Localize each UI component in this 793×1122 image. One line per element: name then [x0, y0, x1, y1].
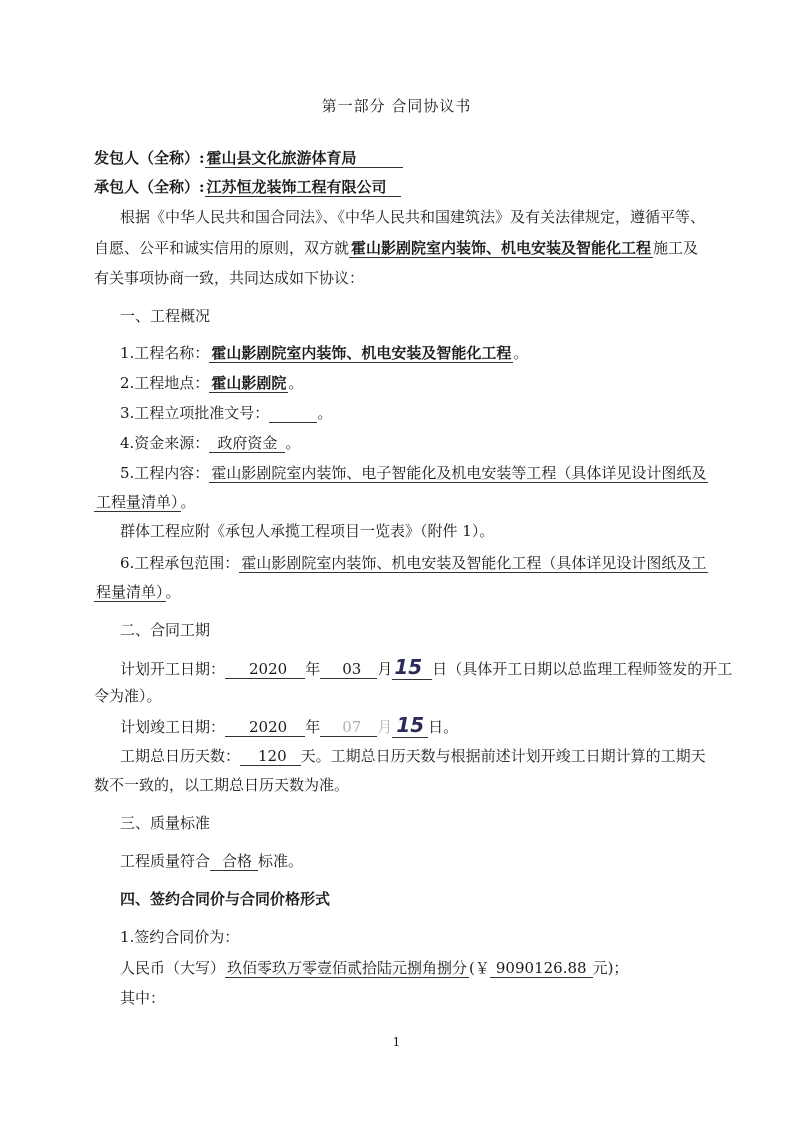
- period: 。: [443, 718, 459, 736]
- contractor-label: 承包人（全称）:: [94, 178, 205, 196]
- intro-text-a: 自愿、公平和诚实信用的原则，双方就: [94, 239, 350, 257]
- year-char: 年: [305, 718, 321, 736]
- item-3-label: 3.工程立项批准文号：: [120, 404, 270, 422]
- price-label: 1.签约合同价为：: [120, 928, 240, 946]
- quality-value: 合格: [210, 852, 258, 871]
- period: 。: [288, 374, 304, 392]
- item-3-blank: [269, 406, 317, 423]
- rmb-words: 玖佰零玖万零壹佰贰拾陆元捌角捌分: [227, 959, 468, 977]
- day-char: 日: [432, 660, 448, 678]
- period: 。: [317, 404, 333, 422]
- total-days-note-1: 天。工期总日历天数与根据前述计划开竣工日期计算的工期天: [300, 747, 706, 765]
- start-note-1: （具体开工日期以总监理工程师签发的开工: [447, 660, 733, 678]
- contractor-name: 江苏恒龙装饰工程有限公司: [205, 178, 401, 197]
- intro-text-b: 施工及: [653, 239, 699, 257]
- employer-label: 发包人（全称）:: [94, 149, 205, 167]
- start-month: 03: [320, 660, 377, 679]
- employer-name: 霍山县文化旅游体育局: [205, 149, 403, 168]
- item-6-label: 6.工程承包范围：: [120, 554, 240, 572]
- item-5-label: 5.工程内容：: [120, 464, 210, 482]
- item-5-cont: [94, 492, 196, 512]
- item-4: [120, 433, 300, 453]
- item-5: [120, 463, 708, 483]
- rmb-number: 9090126.88: [490, 959, 593, 978]
- total-days-label: 工期总日历天数：: [120, 747, 241, 765]
- intro-line-2: [94, 238, 698, 258]
- among-label: 其中：: [120, 989, 166, 1007]
- item-1-label: 1.工程名称：: [120, 344, 210, 362]
- group-note: 群体工程应附《承包人承揽工程项目一览表》（附件 1）。: [120, 522, 495, 540]
- period: 。: [165, 583, 181, 601]
- quality-text-a: 工程质量符合: [120, 852, 211, 870]
- item-2-value: 霍山影剧院: [211, 374, 287, 392]
- item-6: [120, 553, 708, 573]
- start-date-label: 计划开工日期：: [120, 660, 226, 678]
- quality-text-b: 标准。: [258, 852, 304, 870]
- month-char: 月: [377, 718, 393, 736]
- end-date-label: 计划竣工日期：: [120, 718, 226, 736]
- page-number: 1: [392, 1035, 401, 1049]
- total-days-value: 120: [240, 747, 301, 766]
- start-year: 2020: [225, 660, 305, 679]
- section-3-heading: 三、质量标准: [120, 814, 211, 832]
- item-4-label: 4.资金来源：: [120, 434, 210, 452]
- section-1-heading: 一、工程概况: [120, 307, 211, 325]
- item-2-label: 2.工程地点：: [120, 374, 210, 392]
- item-1-value: 霍山影剧院室内装饰、机电安装及智能化工程: [211, 344, 512, 362]
- start-note-cont: 令为准）。: [94, 687, 162, 705]
- rmb-num-prefix: (￥: [469, 959, 490, 977]
- end-day: 15: [392, 713, 428, 738]
- day-char: 日: [428, 718, 444, 736]
- intro-line-3: 有关事项协商一致，共同达成如下协议：: [94, 269, 365, 287]
- year-char: 年: [305, 660, 321, 678]
- item-6-cont: [94, 582, 181, 602]
- quality-line: [120, 851, 303, 871]
- item-3: [120, 403, 332, 423]
- rmb-line: [120, 958, 628, 978]
- intro-project-name: 霍山影剧院室内装饰、机电安装及智能化工程: [351, 239, 652, 257]
- item-5-value-2: 工程量清单）: [96, 493, 179, 511]
- section-2-heading: 二、合同工期: [120, 621, 211, 639]
- item-5-value-1: 霍山影剧院室内装饰、电子智能化及机电安装等工程（具体详见设计图纸及: [211, 464, 707, 482]
- total-days-note-cont: 数不一致的，以工期总日历天数为准。: [94, 776, 350, 794]
- total-days-line: [120, 746, 706, 766]
- rmb-label: 人民币（大写）: [120, 959, 226, 977]
- end-month: 07: [320, 718, 377, 737]
- item-4-value: 政府资金: [209, 434, 285, 453]
- section-4-heading: 四、签约合同价与合同价格形式: [120, 890, 331, 908]
- end-date-line: [120, 715, 458, 737]
- employer-line: [94, 148, 403, 168]
- intro-line-1: 根据《中华人民共和国合同法》、《中华人民共和国建筑法》及有关法律规定，遵循平等、: [120, 208, 706, 226]
- period: 。: [513, 344, 529, 362]
- rmb-num-suffix: 元)；: [592, 959, 629, 977]
- period: 。: [180, 493, 196, 511]
- month-char: 月: [377, 660, 393, 678]
- period: 。: [285, 434, 301, 452]
- start-day: 15: [392, 655, 432, 680]
- end-year: 2020: [225, 718, 305, 737]
- item-6-value-2: 程量清单）: [96, 583, 164, 601]
- page-title: 第一部分 合同协议书: [321, 97, 472, 115]
- contractor-line: [94, 177, 401, 197]
- item-2: [120, 373, 303, 393]
- item-6-value-1: 霍山影剧院室内装饰、机电安装及智能化工程（具体详见设计图纸及工: [241, 554, 707, 572]
- start-date-line: [120, 657, 732, 679]
- item-1: [120, 343, 528, 363]
